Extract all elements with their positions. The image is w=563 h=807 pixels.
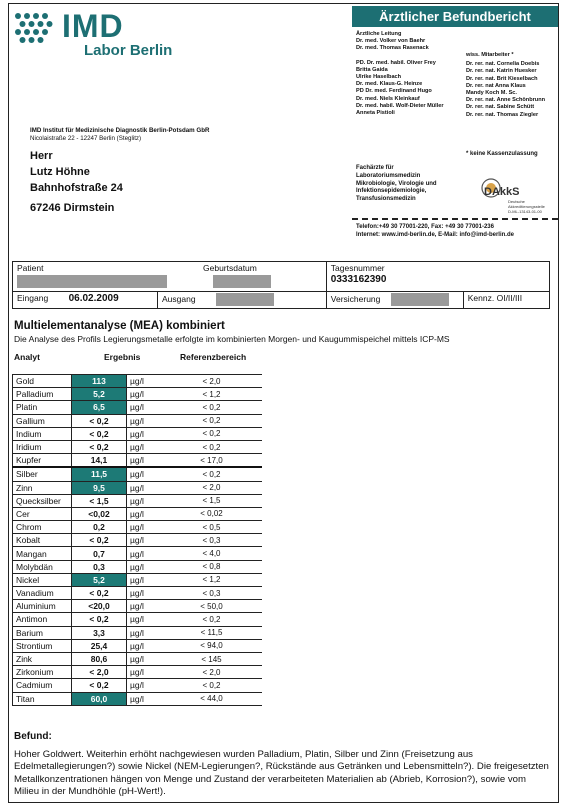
eingang-cell	[13, 292, 158, 309]
analyt-cell: Zinn	[13, 481, 72, 494]
dakks-line: D-ML-13143-01-00	[508, 209, 542, 214]
value-cell: < 2,0	[72, 666, 127, 679]
unit-cell: µg/l	[127, 375, 162, 388]
analyt-cell: Antimon	[13, 613, 72, 626]
befund-heading: Befund:	[14, 731, 52, 742]
staff-right-column	[466, 52, 558, 119]
ref-cell: < 0,2	[161, 440, 262, 453]
unit-cell: µg/l	[127, 547, 162, 560]
leitung-name: Dr. med. Thomas Rasenack	[356, 45, 429, 52]
analyt-cell: Barium	[13, 626, 72, 639]
value-cell: 0,2	[72, 521, 127, 534]
logo-name: IMD	[62, 8, 124, 44]
patient-label: Patient	[17, 263, 44, 273]
ref-cell: < 0,5	[161, 521, 262, 534]
ref-cell: < 0,2	[161, 679, 262, 692]
unit-cell: µg/l	[127, 427, 162, 440]
unit-cell: µg/l	[127, 626, 162, 639]
value-cell: <20,0	[72, 600, 127, 613]
ref-cell: < 4,0	[161, 547, 262, 560]
table-row	[13, 401, 263, 414]
fachaerzte-line: Fachärzte für	[356, 165, 394, 171]
logo-subtitle: Labor Berlin	[84, 42, 173, 59]
ausgang-cell	[158, 292, 327, 309]
staff-name: Mandy Koch M. Sc.	[466, 90, 517, 97]
table-row	[13, 494, 263, 507]
befund-text: Hoher Goldwert. Weiterhin erhöht nachgewiesen wurden Palladium, Platin, Silber und Zinn (Freisetzung aus Edelmetallegierungen?) sowie Nickel (NEM-Legierungen?, Rückstände aus Getränken und Lebensmitteln?). Die freigesetzten Metallkonzentrationen hängen von Menge und Zustand der verarbeiteten Materialien ab (Abrieb, Korrosion?), sowie vom Milieu in der Mundhöhle (pH-Wert!).	[14, 749, 549, 798]
unit-cell: µg/l	[127, 467, 162, 481]
table-row	[13, 481, 263, 494]
value-cell: 14,1	[72, 454, 127, 468]
staff-name: Dr. rer. nat. Katrin Huesker	[466, 68, 537, 75]
staff-left-column	[356, 31, 466, 117]
ref-cell: < 50,0	[161, 600, 262, 613]
kennz-cell: Kennz. OI/II/III	[463, 292, 549, 309]
col-header-ergebnis: Ergebnis	[104, 352, 141, 362]
table-row	[13, 521, 263, 534]
ref-cell: < 0,8	[161, 560, 262, 573]
staff-name: Ulrike Haselbach	[356, 74, 402, 81]
ausgang-label: Ausgang	[162, 293, 196, 304]
unit-cell: µg/l	[127, 454, 162, 468]
value-cell: < 0,2	[72, 587, 127, 600]
staff-name: Dr. rer. nat. Brit Kieselbach	[466, 75, 538, 82]
dakks-logo	[480, 176, 552, 216]
unit-cell: µg/l	[127, 440, 162, 453]
table-row	[13, 652, 263, 665]
analyt-cell: Kupfer	[13, 454, 72, 468]
unit-cell: µg/l	[127, 639, 162, 652]
unit-cell: µg/l	[127, 573, 162, 586]
analyt-cell: Mangan	[13, 547, 72, 560]
value-cell: < 0,2	[72, 427, 127, 440]
unit-cell: µg/l	[127, 534, 162, 547]
dakks-line: Deutsche	[508, 199, 525, 204]
ref-cell: < 145	[161, 652, 262, 665]
staff-name: Dr. rer. nat. Anne Schönbrunn	[466, 97, 546, 104]
analyt-cell: Iridium	[13, 440, 72, 453]
ref-cell: < 0,3	[161, 534, 262, 547]
table-row	[13, 679, 263, 692]
unit-cell: µg/l	[127, 521, 162, 534]
tagesnummer-cell	[326, 262, 549, 292]
redacted-patient	[17, 275, 167, 288]
analyt-cell: Cer	[13, 507, 72, 520]
fachaerzte-line: Transfusionsmedizin	[356, 196, 416, 203]
contact-block	[356, 223, 514, 239]
unit-cell: µg/l	[127, 507, 162, 520]
staff-right-heading: wiss. Mitarbeiter *	[466, 52, 514, 58]
value-cell: 80,6	[72, 652, 127, 665]
analyt-cell: Aluminium	[13, 600, 72, 613]
table-row	[13, 692, 263, 705]
dakks-name: DAkkS	[484, 186, 520, 198]
unit-cell: µg/l	[127, 679, 162, 692]
ref-cell: < 11,5	[161, 626, 262, 639]
recipient-street: Bahnhofstraße 24	[30, 182, 123, 194]
analyt-cell: Gallium	[13, 414, 72, 427]
table-row	[13, 560, 263, 573]
ref-cell: < 0,2	[161, 427, 262, 440]
col-header-analyt: Analyt	[14, 352, 40, 362]
ref-cell: < 1,5	[161, 494, 262, 507]
analyt-cell: Silber	[13, 467, 72, 481]
unit-cell: µg/l	[127, 600, 162, 613]
staff-name: Britta Gaida	[356, 66, 388, 73]
value-cell: 3,3	[72, 626, 127, 639]
unit-cell: µg/l	[127, 494, 162, 507]
value-cell: < 0,2	[72, 440, 127, 453]
versicherung-label: Versicherung	[330, 293, 381, 304]
table-row	[13, 454, 263, 468]
unit-cell: µg/l	[127, 692, 162, 705]
recipient-name: Lutz Höhne	[30, 166, 90, 178]
ref-cell: < 0,2	[161, 401, 262, 414]
analyt-cell: Cadmium	[13, 679, 72, 692]
value-cell: 11,5	[72, 467, 127, 481]
unit-cell: µg/l	[127, 666, 162, 679]
tagesnummer-value: 0333162390	[330, 274, 387, 285]
table-row	[13, 600, 263, 613]
staff-name: Dr. rer. nat. Thomas Ziegler	[466, 111, 539, 118]
analyt-cell: Gold	[13, 375, 72, 388]
ref-cell: < 17,0	[161, 454, 262, 468]
table-row	[13, 639, 263, 652]
unit-cell: µg/l	[127, 587, 162, 600]
fachaerzte-line: Infektionsepidemiologie,	[356, 188, 427, 195]
value-cell: < 0,2	[72, 414, 127, 427]
ref-cell: < 2,0	[161, 375, 262, 388]
unit-cell: µg/l	[127, 401, 162, 414]
table-row	[13, 666, 263, 679]
contact-phone: Telefon:+49 30 77001-220, Fax: +49 30 77001-236	[356, 224, 494, 230]
divider	[352, 218, 558, 220]
section-description: Die Analyse des Profils Legierungsmetalle erfolgte im kombinierten Morgen- und Kaugummispeichel mittels ICP-MS	[14, 334, 450, 344]
value-cell: < 0,2	[72, 613, 127, 626]
staff-name: Dr. med. Niels Kleinkauf	[356, 95, 420, 102]
ref-cell: < 1,2	[161, 388, 262, 401]
analyt-cell: Zirkonium	[13, 666, 72, 679]
patient-cell	[13, 262, 327, 292]
staff-name: Anneta Pistioli	[356, 110, 395, 117]
analyt-cell: Indium	[13, 427, 72, 440]
institute-block	[30, 127, 209, 143]
analyt-cell: Kobalt	[13, 534, 72, 547]
table-row	[13, 427, 263, 440]
value-cell: < 0,2	[72, 534, 127, 547]
analyt-cell: Zink	[13, 652, 72, 665]
results-table	[12, 374, 262, 706]
staff-name: Dr. med. habil. Wolf-Dieter Müller	[356, 102, 444, 109]
redacted-geburtsdatum	[213, 275, 271, 288]
contact-internet: Internet: www.imd-berlin.de, E-Mail: info@imd-berlin.de	[356, 232, 514, 238]
ref-cell: < 0,3	[161, 587, 262, 600]
analyt-cell: Nickel	[13, 573, 72, 586]
value-cell: 0,7	[72, 547, 127, 560]
analyt-cell: Titan	[13, 692, 72, 705]
staff-name: Dr. med. Klaus-G. Heinze	[356, 81, 423, 88]
analyt-cell: Chrom	[13, 521, 72, 534]
analyt-cell: Quecksilber	[13, 494, 72, 507]
fachaerzte-line: Laboratoriumsmedizin	[356, 172, 421, 179]
value-cell: 113	[72, 375, 127, 388]
fachaerzte-line: Mikrobiologie, Virologie und	[356, 180, 437, 187]
ref-cell: < 44,0	[161, 692, 262, 705]
eingang-value: 06.02.2009	[68, 293, 119, 304]
geburtsdatum-label: Geburtsdatum	[203, 263, 257, 273]
section-title: Multielementanalyse (MEA) kombiniert	[14, 320, 225, 332]
report-title: Ärztlicher Befundbericht	[352, 6, 558, 27]
institute-name: IMD Institut für Medizinische Diagnostik Berlin-Potsdam GbR	[30, 127, 210, 134]
ref-cell: < 94,0	[161, 639, 262, 652]
staff-name: Dr. rer. nat. Sabine Schütt	[466, 104, 535, 111]
leitung-name: Dr. med. Volker von Baehr	[356, 38, 426, 45]
analyt-cell: Strontium	[13, 639, 72, 652]
staff-name: Dr. rer. nat Anna Klaus	[466, 82, 526, 89]
ref-cell: < 2,0	[161, 666, 262, 679]
analyt-cell: Molybdän	[13, 560, 72, 573]
logo-dots-icon	[14, 12, 56, 46]
recipient-city: 67246 Dirmstein	[30, 202, 115, 214]
unit-cell: µg/l	[127, 481, 162, 494]
ref-cell: < 1,2	[161, 573, 262, 586]
table-row	[13, 507, 263, 520]
value-cell: 0,3	[72, 560, 127, 573]
table-row	[13, 467, 263, 481]
ref-cell: < 0,2	[161, 414, 262, 427]
staff-name: PD. Dr. med. habil. Oliver Frey	[356, 59, 436, 66]
redacted-versicherung	[391, 293, 449, 306]
unit-cell: µg/l	[127, 652, 162, 665]
value-cell: 25,4	[72, 639, 127, 652]
fachaerzte-block	[356, 165, 466, 204]
header-table	[12, 261, 550, 309]
col-header-referenz: Referenzbereich	[180, 352, 247, 362]
tagesnummer-label: Tagesnummer	[330, 263, 385, 273]
recipient-address	[30, 148, 123, 216]
redacted-ausgang	[216, 293, 274, 306]
table-row	[13, 414, 263, 427]
value-cell: 5,2	[72, 573, 127, 586]
value-cell: 60,0	[72, 692, 127, 705]
unit-cell: µg/l	[127, 613, 162, 626]
analyt-cell: Vanadium	[13, 587, 72, 600]
staff-name: Dr. rer. nat. Cornelia Doebis	[466, 61, 540, 68]
dakks-text	[508, 199, 545, 214]
kassenzulassung-note: * keine Kassenzulassung	[466, 151, 538, 157]
table-row	[13, 613, 263, 626]
table-row	[13, 375, 263, 388]
value-cell: <0,02	[72, 507, 127, 520]
dakks-line: Akkreditierungsstelle	[508, 204, 545, 209]
staff-name: PD Dr. med. Ferdinand Hugo	[356, 88, 432, 95]
ref-cell: < 0,2	[161, 613, 262, 626]
unit-cell: µg/l	[127, 388, 162, 401]
institute-street: Nicolaistraße 22 - 12247 Berlin (Steglitz)	[30, 135, 142, 142]
value-cell: 9,5	[72, 481, 127, 494]
value-cell: 6,5	[72, 401, 127, 414]
value-cell: 5,2	[72, 388, 127, 401]
ref-cell: < 2,0	[161, 481, 262, 494]
ref-cell: < 0,02	[161, 507, 262, 520]
table-row	[13, 547, 263, 560]
table-row	[13, 534, 263, 547]
unit-cell: µg/l	[127, 414, 162, 427]
table-row	[13, 388, 263, 401]
ref-cell: < 0,2	[161, 467, 262, 481]
versicherung-cell	[326, 292, 463, 309]
value-cell: < 0,2	[72, 679, 127, 692]
analyt-cell: Platin	[13, 401, 72, 414]
table-row	[13, 587, 263, 600]
analyt-cell: Palladium	[13, 388, 72, 401]
recipient-salutation: Herr	[30, 150, 53, 162]
table-row	[13, 626, 263, 639]
table-row	[13, 440, 263, 453]
table-row	[13, 573, 263, 586]
leitung-heading: Ärztliche Leitung	[356, 31, 402, 37]
value-cell: < 1,5	[72, 494, 127, 507]
eingang-label: Eingang	[17, 293, 49, 303]
unit-cell: µg/l	[127, 560, 162, 573]
